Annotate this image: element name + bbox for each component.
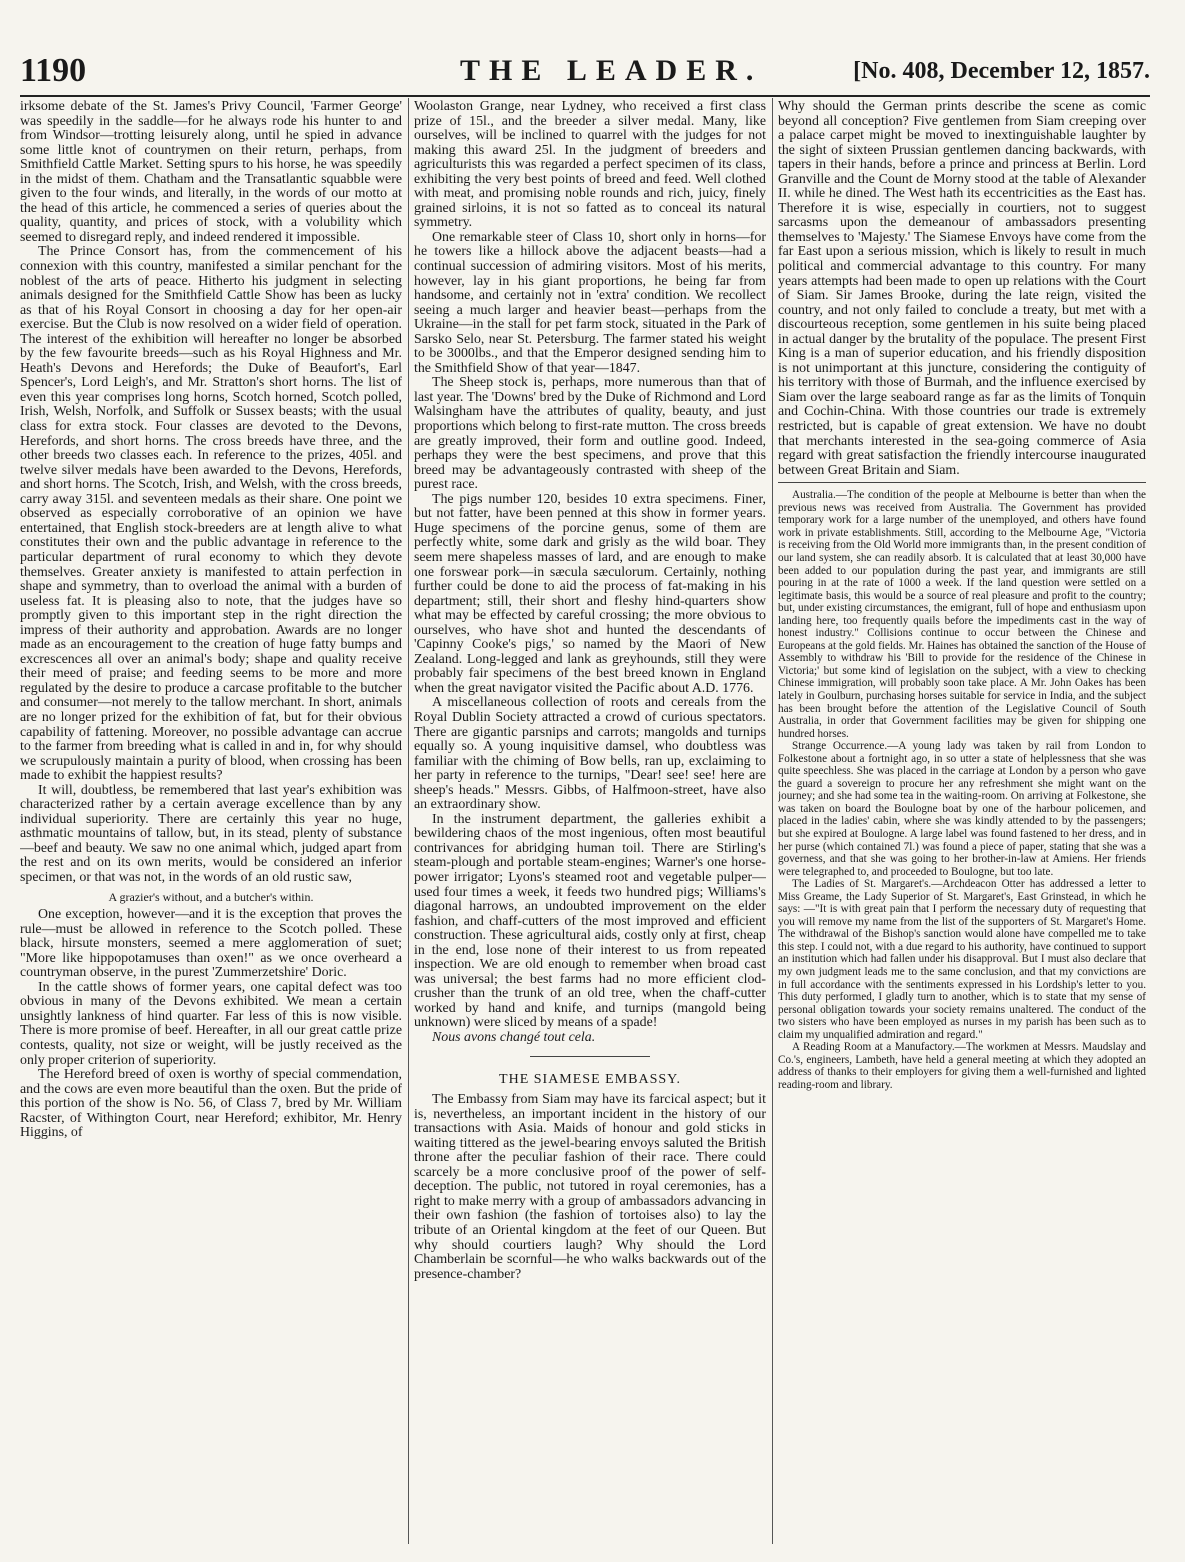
paragraph: One remarkable steer of Class 10, short only in horns—for he towers like a hillock above the adjacent beasts—had a continual succession of admiring visitors. Most of his merits, however, lay in his giant proportions, he being far from handsome, and certainly not in 'extra' condition. We recollect seeing a much larger and heavier beast—perhaps from the Ukraine—in the stall for pet farm stock, situated in the Park of Sarsko Selo, near St. Petersburg. The farmer stated his weight to be 3000lbs., and that the Emperor designed sending him to the Smithfield Show of that year—1847. (414, 229, 766, 376)
news-item: Australia.—The condition of the people at Melbourne is better than when the previous news was received from Australia. The Government has provided temporary work for a large number of the unemployed, and others have found work in private establishments. Still, according to the Melbourne Age, "Victoria is receiving from the Old World more immigrants than, in the present condition of our land system, she can readily absorb. It is calculated that at least 30,000 have been added to our population during the past year, and immigrants are still pouring in at the rate of 1000 a week. If the land question were settled on a legitimate basis, this would be a source of real pleasure and profit to the country; but, under existing circumstances, the emigrant, full of hope and enthusiasm upon landing here, too frequently quails before the impediments cast in the way of honest industry." Collisions continue to occur between the Chinese and Europeans at the gold fields. Mr. Haines has obtained the sanction of the House of Assembly to withdraw his 'Bill to provide for the residence of the Chinese in Victoria;' but some kind of legislation on the subject, with a view to checking Chinese immigration, will probably soon take place. A Mr. John Oakes has been lately in Goulburn, purchasing horses suitable for service in India, and the subject has been brought before the attention of the Legislative Council of South Australia, in order that Government facilities may be given for shipping one hundred horses. (778, 489, 1146, 740)
news-item: The Ladies of St. Margaret's.—Archdeacon Otter has addressed a letter to Miss Greame, the Lady Superior of St. Margaret's, East Grinstead, in which he says: —"It is with great pain that I perform the necessary duty of requesting that you will remove my name from the list of the supporters of St. Margaret's Home. The withdrawal of the Bishop's sanction would alone have compelled me to take this step. I could not, with a due regard to his authority, have continued to support an institution which had fallen under his disapproval. But I must also declare that my own judgment leads me to the same conclusion, and that my convictions are in full accordance with the sentiments expressed in his Lordship's letter to you. This duty performed, I gladly turn to another, which is to state that my sense of personal obligation towards your society remains unaltered. The conduct of the two sisters who have been employed as nurses in my parish has been such as to claim my unqualified admiration and regard." (778, 878, 1146, 1041)
paragraph: In the instrument department, the galleries exhibit a bewildering chaos of the most ingenious, often most beautiful contrivances for abridging human toil. There are Stirling's steam-plough and portable steam-engines; Warner's one horse-power irrigator; Lyons's steamed root and vegetable pulper—used four times a week, it feeds two hundred pigs; Williams's diagonal harrows, an undoubted improvement on the elder fashion, and chaff-cutters of the most improved and efficient construction. These agricultural aids, costly only at first, cheap in the end, lose none of their interest to us from repeated inspection. We are old enough to remember when broad cast was universal; the best farms had no more efficient clod-crusher than the trunk of an old tree, when the chaff-cutter worked by hand and knife, and turnips (mangold being unknown) were sliced by means of a spade! (414, 811, 766, 1031)
paragraph: The Embassy from Siam may have its farcical aspect; but it is, nevertheless, an important incident in the history of our transactions with Asia. Maids of honour and gold sticks in waiting tittered as the jewel-bearing envoys saluted the British throne after the peculiar fashion of their race. There could scarcely be a more conclusive proof of the power of self-deception. The public, not tutored in royal ceremonies, has a right to make merry with a group of ambassadors advancing in their own fashion (the fashion of tortoises also) to lay the tribute of an Oriental kingdom at the feet of our Queen. But why should courtiers laugh? Why should the Lord Chamberlain be scornful—he who walks backwards out of the presence-chamber? (414, 1092, 766, 1282)
paragraph: irksome debate of the St. James's Privy Council, 'Farmer George' was speedily in the saddle—for he always rode his hunter to and from Windsor—trotting leisurely along, until he spied in advance some little knot of countrymen on their return, perhaps, from Smithfield Cattle Market. Setting spurs to his horse, he was speedily in the midst of them. Chatham and the Transatlantic squabble were given to the four winds, and literally, in the words of our motto at the head of this article, he commenced a series of queries about the quality, quantity, and prices of stock, with a volubility which seemed to disregard reply, and indeed rendered it impossible. (20, 100, 402, 245)
section-separator (778, 482, 1146, 483)
news-notes (778, 489, 1146, 1091)
paragraph: One exception, however—and it is the exception that proves the rule—must be allowed in reference to the Scotch polled. These black, hirsute monsters, seemed a mere agglomeration of suet; "More like hippopotamuses than oxen!" as we once overheard a countryman observe, in the purest 'Zummerzetshire' Doric. (20, 907, 402, 981)
news-item: Strange Occurrence.—A young lady was taken by rail from London to Folkestone about a fortnight ago, in so utter a state of helplessness that she was quite speechless. She was placed in the carriage at London by a person who gave the guard a sovereign to procure her any refreshment she might want on the journey; and she had some tea in the waiting-room. On arriving at Folkestone, she was taken on board the Boulogne boat by one of the harbour policemen, and placed in the ladies' cabin, where she was kindly attended to by the passengers; but she expired at Boulogne. A large label was found fastened to her dress, and in her purse (which contained 7l.) was found a piece of paper, stating that she was a governess, and that she was going to her brother-in-law at Amiens. Her friends were telegraphed to, and proceeded to Boulogne, but too late. (778, 740, 1146, 878)
paragraph: The Sheep stock is, perhaps, more numerous than that of last year. The 'Downs' bred by the Duke of Richmond and Lord Walsingham have the attributes of quality, beauty, and just proportions which belong to first-rate mutton. The cross breeds are greatly improved, their form and outline good. Indeed, perhaps they were the best specimens, and prove that this breed may be advantageously contrasted with sheep of the purest race. (414, 375, 766, 493)
paragraph: The Prince Consort has, from the commencement of his connexion with this country, manifested a similar penchant for the noblest of the arts of peace. Hitherto his judgment in selecting animals designed for the Smithfield Cattle Show has been as lucky as that of his Royal Consort in choosing a day for her open-air exercise. But the Club is now resolved on a wider field of operation. The interest of the exhibition will hereafter no longer be absorbed by the few favourite breeds—such as his Royal Highness and Mr. Heath's Devons and Herefords; the Duke of Beaufort's, Earl Spencer's, Lord Leigh's, and Mr. Stratton's short horns. The list of even this year comprises long horns, Scotch horned, Scotch polled, Irish, Welsh, Norfolk, and Suffolk or Sussex beasts; with the usual class for extra stock. Four classes are devoted to the Devons, Herefords, and short horns. The cross breeds have three, and the other breeds two classes each. In reference to the prizes, 405l. and twelve silver medals have been awarded to the Devons, Herefords, and short horns. The Scotch, Irish, and Welsh, with the cross breeds, carry away 315l. and seventeen medals as their share. One point we observed as especially corroborative of an opinion we have entertained, that English stock-breeders are at length alive to what constitutes their own and the public advantage in reference to the particular department of rural economy to which they devote themselves. Greater anxiety is manifested to attain perfection in shape and symmetry, than to overload the animal with a burden of useless fat. It is pleasing also to note, that the judges have so promptly given to this important step in the right direction the impress of their authority and approbation. Awards are no longer made as an encouragement to the creation of huge fatty bumps and excrescences all over an animal's body; shape and quality receive their meed of praise; and feeding seems to be more and more regulated by the desire to produce a carcase profitable to the butcher and consumer—not merely to the tallow merchant. In short, animals are no longer prized for the exhibition of fat, but for their obvious capability of fattening. Moreover, no possible advantage can accrue to the farmer from breeding what is called in and in, for why should we scrupulously maintain a purity of blood, when crossing has been made to exhibit the happiest results? (20, 244, 402, 784)
verse-quote: A grazier's without, and a butcher's within. (108, 889, 314, 904)
paragraph: Woolaston Grange, near Lydney, who received a first class prize of 15l., and the breeder a silver medal. Many, like ourselves, will be inclined to quarrel with the judges for not making this award 25l. In the judgment of breeders and agriculturists this was regarded a perfect specimen of its class, exhibiting the very best points of breed and feed. Well clothed with meat, and promising noble rounds and rich, juicy, finely grained sirloins, it is not so fatted as to conceal its natural symmetry. (414, 100, 766, 231)
paragraph: It will, doubtless, be remembered that last year's exhibition was characterized rather by a certain average excellence than by any individual superiority. There are certainly this year no huge, asthmatic mountains of tallow, but, in its stead, plenty of substance—beef and beauty. We saw no one animal which, judged apart from the rest and on its own merits, would be considered an inferior specimen, or that was not, in the words of an old rustic saw, (20, 782, 402, 885)
page-number: 1190 (20, 52, 87, 89)
column-3 (778, 100, 1146, 1540)
paragraph: Why should the German prints describe the scene as comic beyond all conception? Five gentlemen from Siam creeping over a palace carpet might be moved to inextinguishable laughter by the sight of sixteen Prussian gentlemen dancing backwards, with tapers in their hands, before a prince and princess at Berlin. Lord Granville and the Count de Morny stood at the table of Alexander II. while he dined. The West hath its eccentricities as the East has. Therefore it is wise, especially in courtiers, not to suggest sarcasms upon the demeanour of ambassadors presenting themselves to 'Majesty.' The Siamese Envoys have come from the far East upon a serious mission, which is likely to result in much political and commercial advantage to this country. For many years attempts had been made to open up relations with the Court of Siam. Sir James Brooke, during the late reign, visited the country, and not only failed to conclude a treaty, but met with a discourteous reception, some gentlemen in his suite being placed in actual danger by the brutality of the populace. The present First King is a man of superior education, and his friendly disposition is not unimportant at this juncture, considering the contiguity of his territory with those of Burmah, and the influence exercised by Siam over the large seaboard range as far as the limits of Tonquin and Cochin-China. With those countries our trade is extremely restricted, but is capable of great extension. We have no doubt that merchants interested in the sea-going commerce of Asia regard with great satisfaction the friendly intercourse inaugurated between Great Britain and Siam. (778, 100, 1146, 478)
column-rule (408, 98, 409, 1544)
paragraph: A miscellaneous collection of roots and cereals from the Royal Dublin Society attracted a crowd of curious spectators. There are gigantic parsnips and carrots; mangolds and turnips equally so. A young inquisitive damsel, who doubtless was familiar with the chiming of Bow bells, ran up, exclaiming to her party in reference to the turnips, "Dear! see! see! here are sheep's heads." Messrs. Gibbs, of Halfmoon-street, have also an extraordinary show. (414, 695, 766, 813)
news-item: A Reading Room at a Manufactory.—The workmen at Messrs. Maudslay and Co.'s, engineers, Lambeth, have held a general meeting at which they adopted an address of thanks to their employers for giving them a well-furnished and lighted reading-room and library. (778, 1041, 1146, 1091)
header-rule (20, 95, 1150, 97)
column-rule (772, 98, 773, 1544)
masthead (20, 48, 1150, 94)
section-separator (530, 1056, 650, 1057)
section-heading: THE SIAMESE EMBASSY. (499, 1071, 681, 1087)
paragraph: The Hereford breed of oxen is worthy of special commendation, and the cows are even more beautiful than the oxen. But the pride of this portion of the show is No. 56, of Class 7, bred by Mr. William Racster, of Withington Court, near Hereford; exhibitor, Mr. Henry Higgins, of (20, 1067, 402, 1141)
column-2 (414, 100, 766, 1540)
issue-info: [No. 408, December 12, 1857. (853, 58, 1150, 84)
column-1 (20, 100, 402, 1540)
closing-line: Nous avons changé tout cela. (432, 1030, 596, 1045)
paragraph: In the cattle shows of former years, one capital defect was too obvious in many of the Devons exhibited. We mean a certain unsightly lankness of hind quarter. Far less of this is now visible. There is more promise of beef. Hereafter, in all our great cattle prize contests, quality, not size or weight, will be justly received as the only proper criterion of superiority. (20, 979, 402, 1068)
newspaper-title: THE LEADER. (460, 54, 763, 87)
paragraph: The pigs number 120, besides 10 extra specimens. Finer, but not fatter, have been penned at this show in former years. Huge specimens of the porcine genus, some of them are perfectly white, some dark and grisly as the wild boar. They seem mere shapeless masses of lard, and are enough to make one forswear pork—in sæcula sæculorum. Certainly, nothing further could be done to aid the process of fat-making in his department; still, their short and fleshy hind-quarters show what may be effected by careful crossing; the more obvious to ourselves, who have shot and hunted the descendants of 'Capinny Cooke's pigs,' so named by the Maori of New Zealand. Long-legged and lank as greyhounds, still they were probably fair specimens of the best breed known in England when the great navigator visited the Pacific about A.D. 1776. (414, 491, 766, 696)
